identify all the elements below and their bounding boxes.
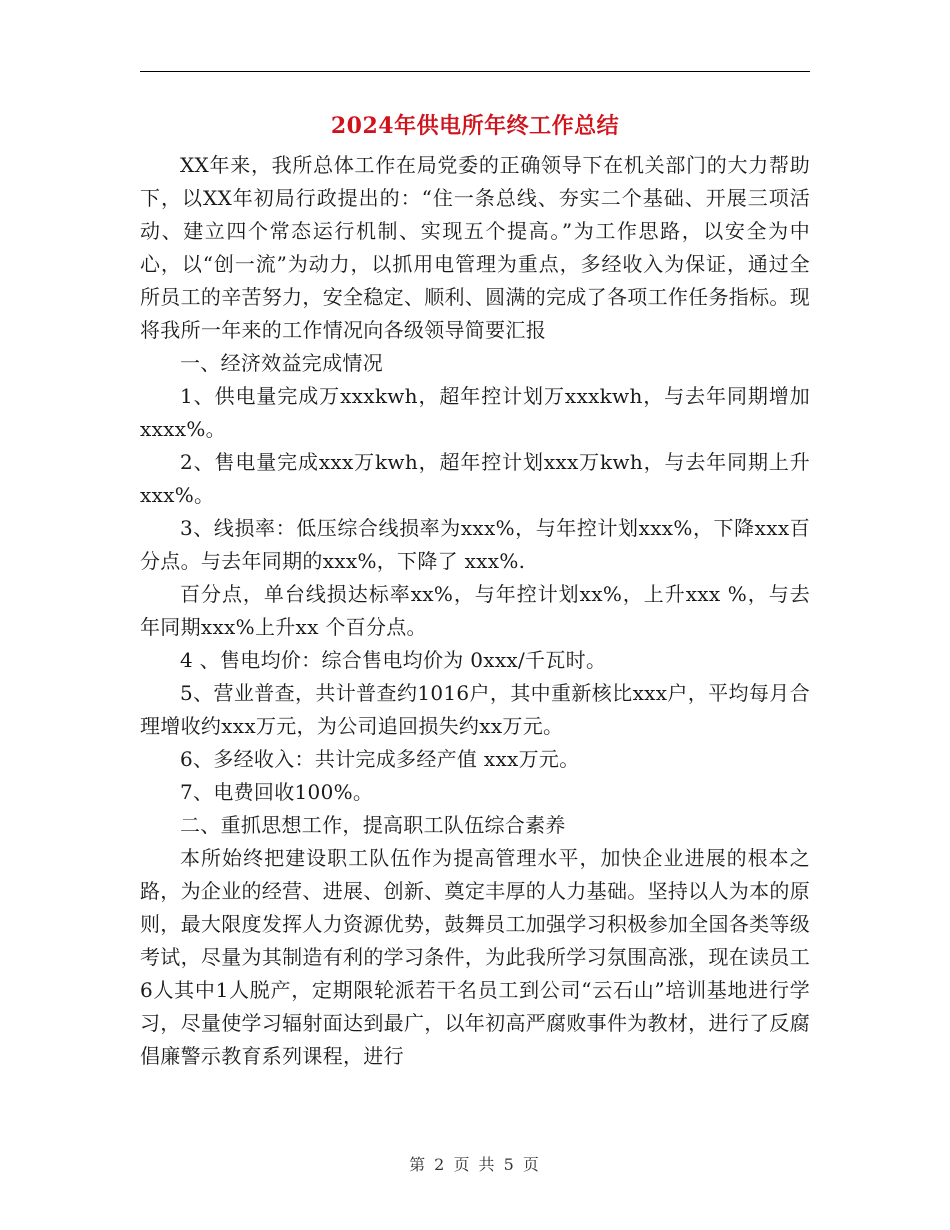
- intro-paragraph: XX年来，我所总体工作在局党委的正确领导下在机关部门的大力帮助下，以XX年初局行政提出的：“住一条总线、夯实二个基础、开展三项活动、建立四个常态运行机制、实现五个提高。”为工作思路，以安全为中心，以“创一流”为动力，以抓用电管理为重点，多经收入为保证，通过全所员工的辛苦努力，安全稳定、顺利、圆满的完成了各项工作任务指标。现将我所一年来的工作情况向各级领导简要汇报: [140, 153, 810, 342]
- item-average-price: 4 、售电均价：综合售电均价为 0xxx/千瓦时。: [180, 648, 607, 672]
- item-sales-volume: 2、售电量完成xxx万kwh，超年控计划xxx万kwh，与去年同期上升xxx%。: [140, 450, 810, 507]
- item-line-loss-cont: 百分点，单台线损达标率xx%，与年控计划xx%，上升xxx %，与去年同期xxx%上升xx 个百分点。: [140, 582, 810, 639]
- item-line-loss: 3、线损率：低压综合线损率为xxx%，与年控计划xxx%，下降xxx百分点。与去年同期的xxx%，下降了 xxx%.: [140, 516, 810, 573]
- item-supply-volume: 1、供电量完成万xxxkwh，超年控计划万xxxkwh，与去年同期增加xxxx%。: [140, 384, 810, 441]
- item-business-survey: 5、营业普查，共计普查约1016户，其中重新核比xxx户，平均每月合理增收约xxx万元，为公司追回损失约xx万元。: [140, 681, 810, 738]
- header-rule: [140, 71, 810, 72]
- item-fee-recovery: 7、电费回收100%。: [180, 780, 374, 804]
- item-diversified-income: 6、多经收入：共计完成多经产值 xxx万元。: [180, 747, 580, 771]
- document-title: 2024年供电所年终工作总结: [330, 113, 620, 139]
- section-heading-economic: 一、经济效益完成情况: [180, 351, 383, 375]
- section-heading-ideology: 二、重抓思想工作，提高职工队伍综合素养: [180, 813, 566, 837]
- ideology-paragraph: 本所始终把建设职工队伍作为提高管理水平，加快企业进展的根本之路，为企业的经营、进展、创新、奠定丰厚的人力基础。坚持以人为本的原则，最大限度发挥人力资源优势，鼓舞员工加强学习积极参加全国各类等级考试，尽量为其制造有利的学习条件，为此我所学习氛围高涨，现在读员工6人其中1人脱产，定期限轮派若干名员工到公司“云石山”培训基地进行学习，尽量使学习辐射面达到最广，以年初高严腐败事件为教材，进行了反腐倡廉警示教育系列课程，进行: [140, 846, 810, 1068]
- page-number-footer: 第 2 页 共 5 页: [409, 1155, 541, 1174]
- document-body: [140, 149, 810, 1073]
